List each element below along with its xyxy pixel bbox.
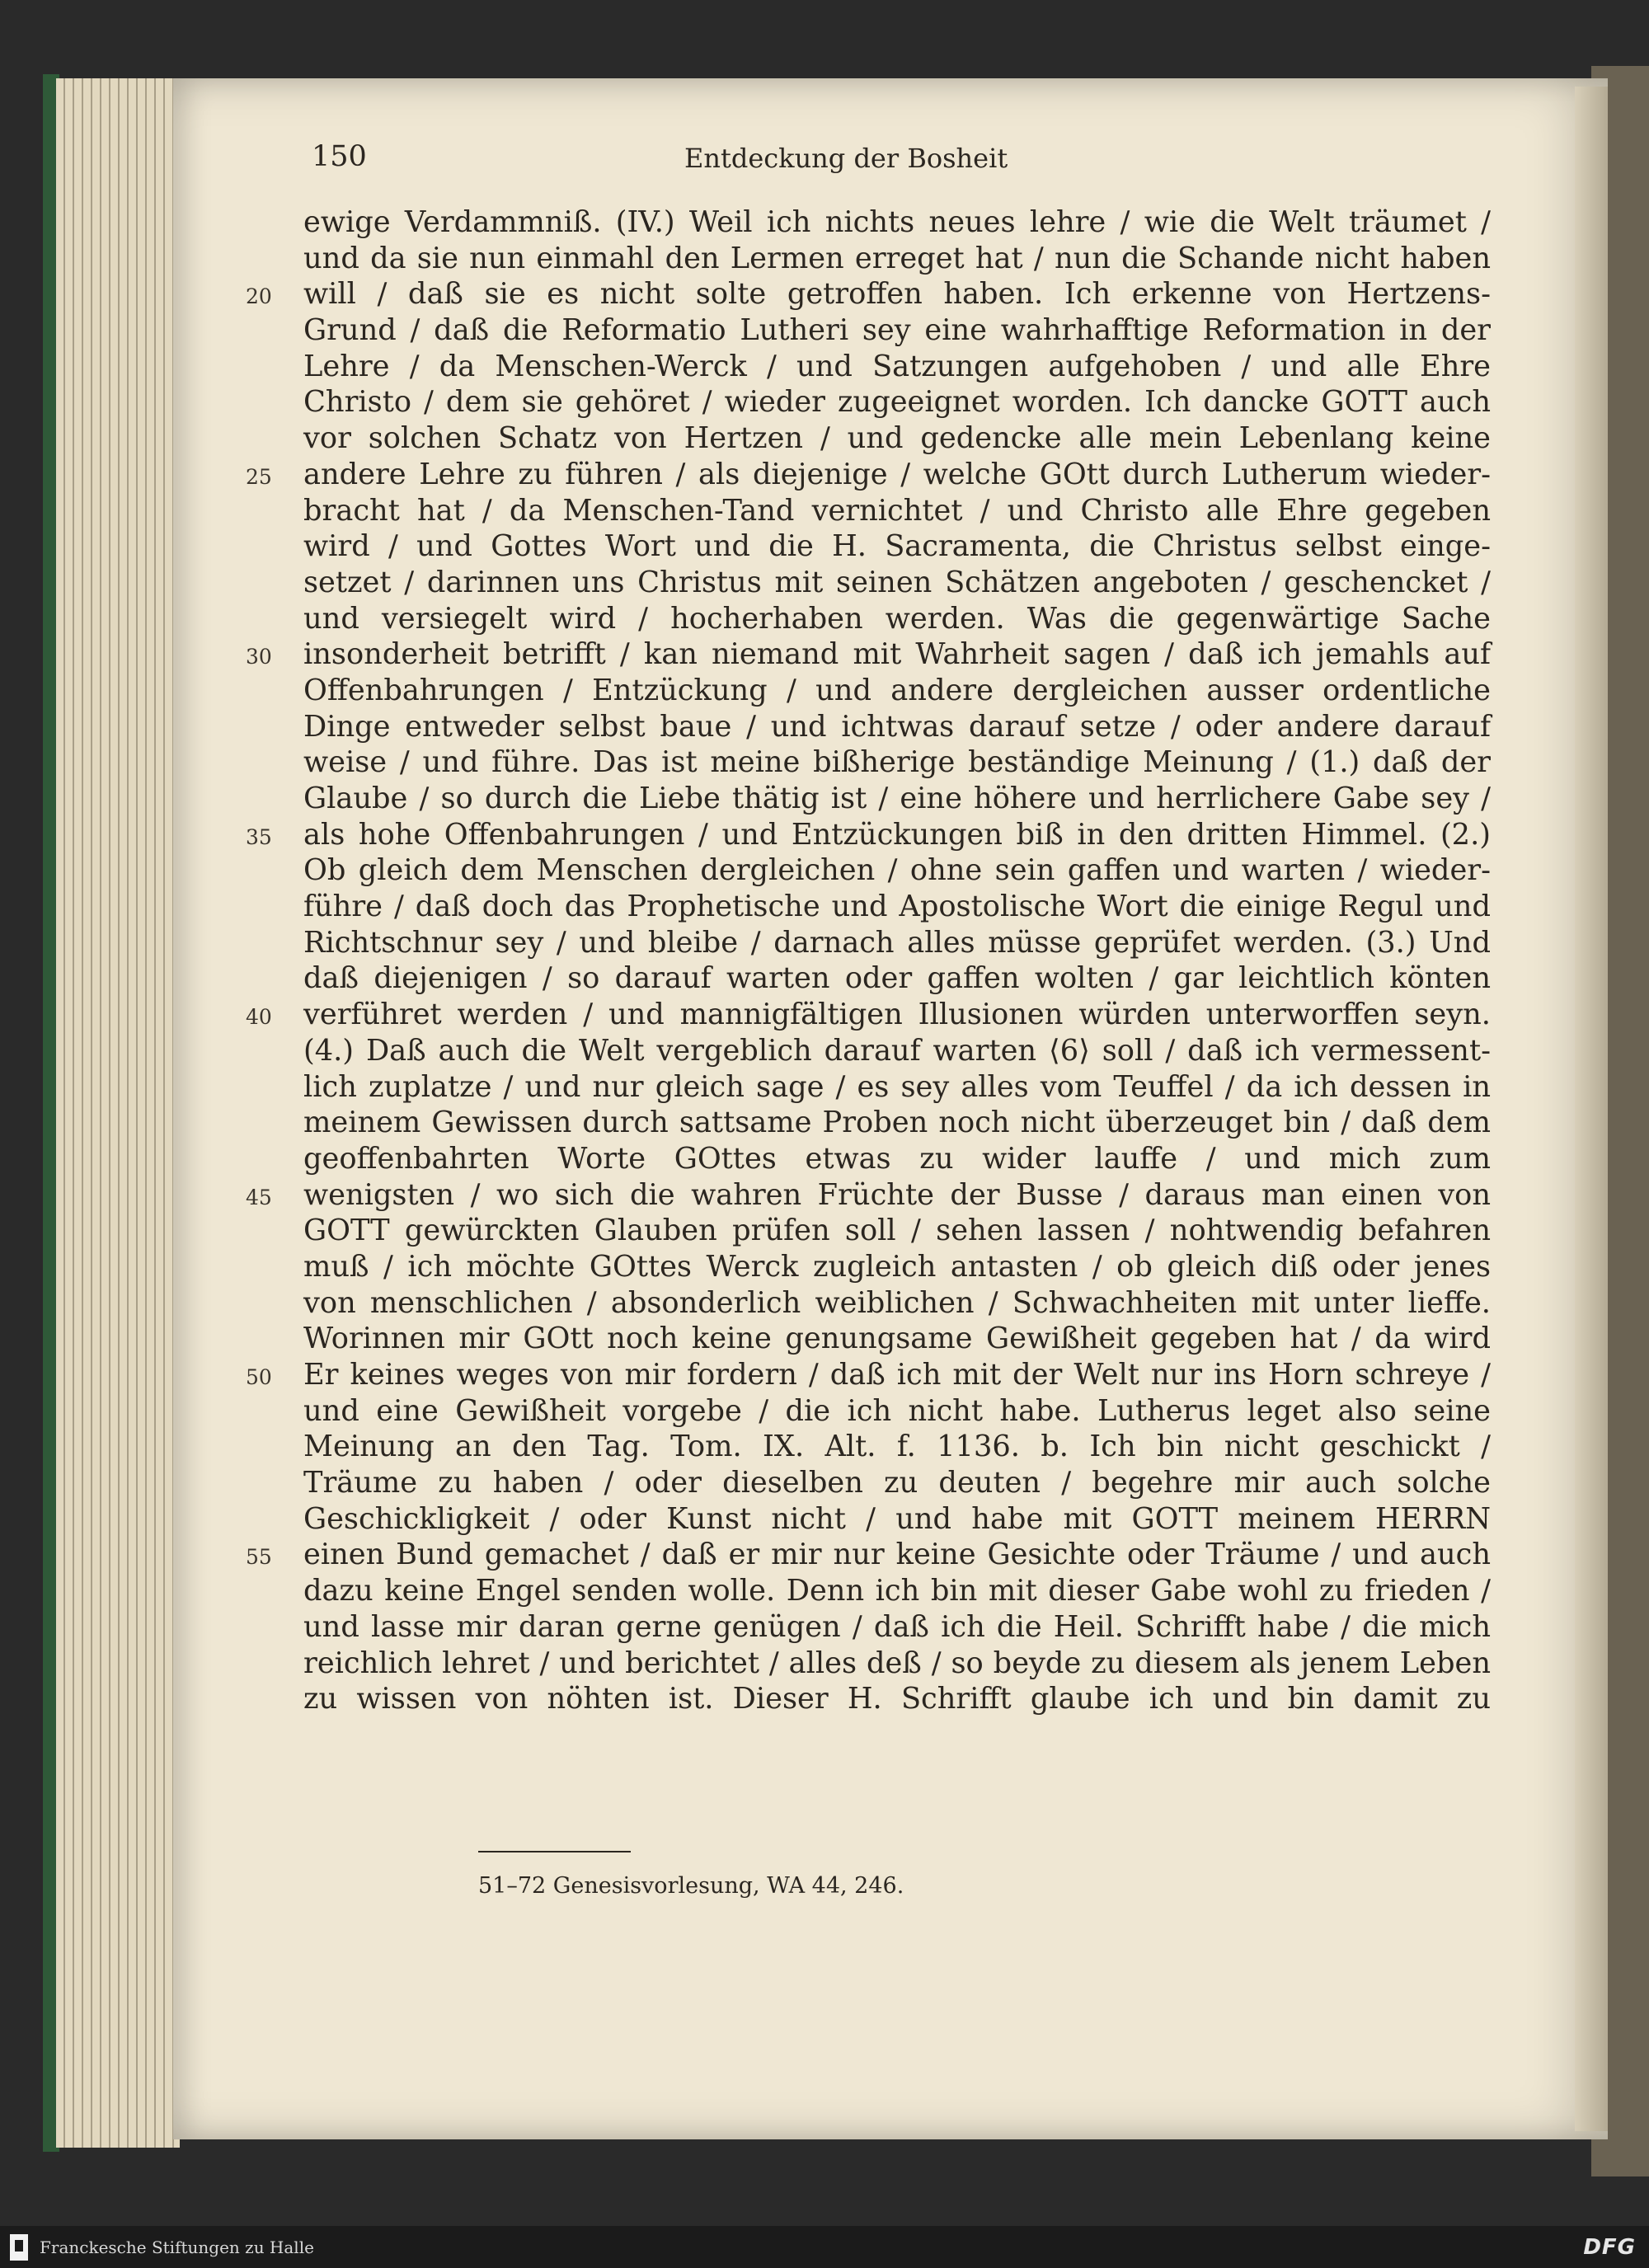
institution-logo-icon [10,2234,28,2261]
text-line [303,1573,1491,1609]
line-text: und da sie nun einmahl den Lermen erreget hat / nun die Schande nicht haben [303,241,1491,275]
line-text: Er keines weges von mir fordern / daß ich mit der Welt nur ins Horn schreye / [303,1358,1491,1392]
text-line [303,1249,1491,1285]
line-text: Lehre / da Menschen-Werck / und Satzungen aufgehoben / und alle Ehre [303,349,1491,383]
text-line [246,1177,1491,1214]
line-number: 45 [246,1185,272,1209]
text-line [246,276,1491,312]
text-line [303,1501,1491,1538]
text-line [303,744,1491,781]
line-text: von menschlichen / absonderlich weiblichen / Schwachheiten mit unter lieffe. [303,1285,1491,1320]
line-text: und versiegelt wird / hocherhaben werden. Was die gegenwärtige Sache [303,601,1491,636]
text-line [303,852,1491,889]
line-number: 30 [246,645,272,669]
line-text: Christo / dem sie gehöret / wieder zugeeignet worden. Ich dancke GOTT auch [303,385,1491,420]
line-text: bracht hat / da Menschen-Tand vernichtet / und Christo alle Ehre gegeben [303,493,1491,528]
text-line [303,1213,1491,1249]
text-line [303,384,1491,420]
text-line [303,349,1491,385]
text-line [303,493,1491,529]
text-line [246,997,1491,1033]
text-line [303,420,1491,457]
line-text: lich zuplatze / und nur gleich sage / es sey alles vom Teuffel / da ich dessen in [303,1069,1491,1104]
line-text: reichlich lehret / und berichtet / alles deß / so beyde zu diesem als jenem Leben [303,1646,1491,1680]
viewer-footer [0,2226,1649,2268]
line-text: Geschickligkeit / oder Kunst nicht / und habe mit GOTT meinem HERRN [303,1501,1491,1536]
line-text: Richtschnur sey / und bleibe / darnach alles müsse geprüfet werden. (3.) Und [303,925,1491,960]
text-line [303,1393,1491,1430]
line-text: daß diejenigen / so darauf warten oder gaffen wolten / gar leichtlich könten [303,961,1491,996]
line-number: 35 [246,824,272,849]
line-text: GOTT gewürckten Glauben prüfen soll / sehen lassen / nohtwendig befahren [303,1214,1491,1248]
line-text: Glaube / so durch die Liebe thätig ist / eine höhere und herrlichere Gabe sey / [303,782,1491,815]
text-line [303,241,1491,277]
text-line [303,1069,1491,1106]
line-text: zu wissen von nöhten ist. Dieser H. Schrifft glaube ich und bin damit zu [303,1682,1491,1716]
text-line [303,1681,1491,1717]
text-line [303,960,1491,997]
line-text: Dinge entweder selbst baue / und ichtwas darauf setze / oder andere darauf [303,709,1491,744]
line-text: führe / daß doch das Prophetische und Apostolische Wort die einige Regul und [303,890,1491,924]
line-text: geoffenbahrten Worte GOttes etwas zu wider lauffe / und mich zum [303,1141,1491,1176]
institution-link[interactable] [10,2234,314,2261]
text-line [246,457,1491,493]
footnote-rule [478,1851,631,1852]
line-text: Meinung an den Tag. Tom. IX. Alt. f. 1136. b. Ich bin nicht geschickt / [303,1430,1491,1464]
line-text: insonderheit betrifft / kan niemand mit Wahrheit sagen / daß ich jemahls auf [303,637,1491,672]
line-text: und lasse mir daran gerne genügen / daß ich die Heil. Schrifft habe / die mich [303,1609,1491,1644]
line-number: 55 [246,1545,272,1570]
text-line [303,1646,1491,1682]
line-text: setzet / darinnen uns Christus mit seinen Schätzen angeboten / geschencket / [303,565,1491,599]
text-line [303,1033,1491,1069]
line-text: dazu keine Engel senden wolle. Denn ich bin mit dieser Gabe wohl zu frieden / [303,1574,1491,1608]
line-text: wenigsten / wo sich die wahren Früchte der Busse / daraus man einen von [303,1177,1491,1212]
text-line [303,1285,1491,1322]
text-line [303,565,1491,601]
text-line [303,204,1491,241]
page-number: 150 [312,140,367,173]
text-line [303,1429,1491,1465]
line-text: will / daß sie es nicht solte getroffen haben. Ich erkenne von Hertzens- [303,277,1491,312]
line-number: 25 [246,464,272,489]
text-line [246,817,1491,853]
line-text: Worinnen mir GOtt noch keine genungsame Gewißheit gegeben hat / da wird [303,1322,1491,1356]
line-text: meinem Gewissen durch sattsame Proben noch nicht überzeuget bin / daß dem [303,1106,1491,1140]
dfg-logo: DFG [1583,2234,1636,2260]
running-title: Entdeckung der Bosheit [684,143,1008,174]
gutter-shadow [1575,87,1608,2131]
line-number: 50 [246,1365,272,1389]
body-text [246,204,1491,1717]
text-line [303,709,1491,745]
text-line [303,781,1491,817]
line-text: und eine Gewißheit vorgebe / die ich nicht habe. Lutherus leget also seine [303,1393,1491,1428]
line-text: vor solchen Schatz von Hertzen / und gedencke alle mein Lebenlang keine [303,421,1491,456]
institution-name: Franckesche Stiftungen zu Halle [40,2237,314,2257]
line-text: (4.) Daß auch die Welt vergeblich darauf warten ⟨6⟩ soll / daß ich vermessent- [303,1033,1491,1068]
text-line [303,528,1491,565]
footnote: 51–72 Genesisvorlesung, WA 44, 246. [478,1873,904,1899]
line-text: Ob gleich dem Menschen dergleichen / ohne sein gaffen und warten / wieder- [303,853,1491,888]
line-text: einen Bund gemachet / daß er mir nur keine Gesichte oder Träume / und auch [303,1538,1491,1572]
line-text: weise / und führe. Das ist meine bißherige beständige Meinung / (1.) daß der [303,745,1491,780]
line-text: Offenbahrungen / Entzückung / und andere dergleichen ausser ordentliche [303,673,1491,707]
line-text: als hohe Offenbahrungen / und Entzückungen biß in den dritten Himmel. (2.) [303,817,1491,852]
line-text: muß / ich möchte GOttes Werck zugleich antasten / ob gleich diß oder jenes [303,1249,1491,1284]
text-line [303,601,1491,637]
text-line [246,1537,1491,1573]
text-line [303,673,1491,709]
text-line [246,1357,1491,1393]
line-text: andere Lehre zu führen / als diejenige / welche GOtt durch Lutherum wieder- [303,457,1491,491]
line-text: ewige Verdammniß. (IV.) Weil ich nichts neues lehre / wie die Welt träumet / [303,205,1491,239]
text-line [303,889,1491,925]
text-line [303,925,1491,961]
text-line [303,1141,1491,1177]
line-number: 40 [246,1005,272,1030]
text-line [303,1609,1491,1646]
line-text: Träume zu haben / oder dieselben zu deuten / begehre mir auch solche [303,1466,1491,1500]
line-text: Grund / daß die Reformatio Lutheri sey eine wahrhafftige Reformation in der [303,313,1491,348]
text-line [246,636,1491,673]
line-number: 20 [246,284,272,309]
line-text: verführet werden / und mannigfältigen Illusionen würden unterworffen seyn. [303,998,1491,1032]
page-edges [56,78,180,2148]
text-line [303,1321,1491,1357]
text-line [303,1105,1491,1141]
line-text: wird / und Gottes Wort und die H. Sacramenta, die Christus selbst einge- [303,529,1491,564]
text-line [303,1465,1491,1501]
text-line [303,312,1491,349]
